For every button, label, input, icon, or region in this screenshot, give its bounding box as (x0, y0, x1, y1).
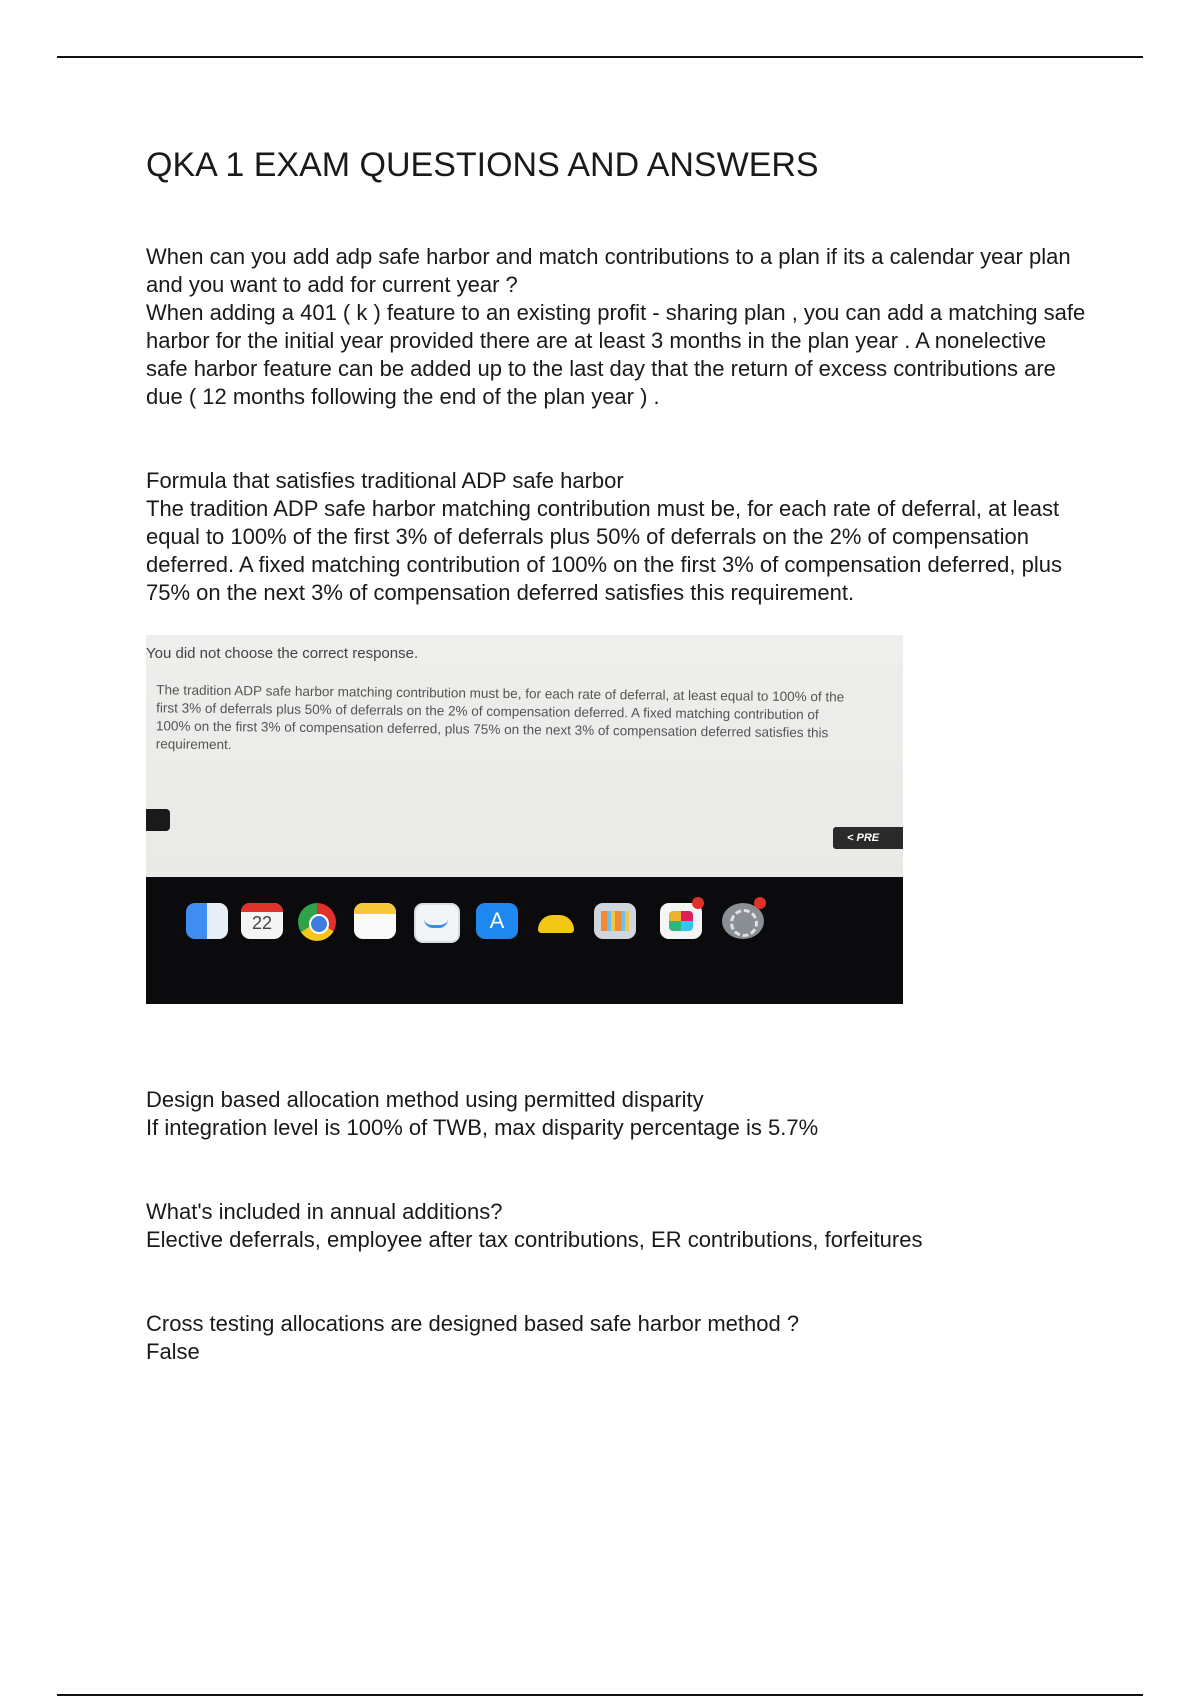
app-store-icon: A (476, 903, 518, 939)
photo-dock (186, 897, 903, 947)
qa-item-5 (146, 1310, 1086, 1366)
answer-text: Elective deferrals, employee after tax contributions, ER contributions, forfeitures (146, 1227, 923, 1252)
question-text: Cross testing allocations are designed based safe harbor method ? (146, 1311, 800, 1336)
answer-text: The tradition ADP safe harbor matching contribution must be, for each rate of deferral, at least equal to 100% of the first 3% of deferrals plus 50% of deferrals on the 2% of compensation deferred. A fixed matching contribution of 100% on the first 3% of compensation deferred, plus 75% on the next 3% of compensation deferred satisfies this requirement. (146, 496, 1062, 605)
notification-badge (692, 897, 704, 909)
photo-screen (146, 635, 903, 877)
finder-icon (186, 903, 228, 939)
sticky-icon (538, 915, 574, 933)
answer-text: If integration level is 100% of TWB, max disparity percentage is 5.7% (146, 1115, 819, 1140)
question-text: Design based allocation method using permitted disparity (146, 1087, 704, 1112)
photo-feedback-text: You did not choose the correct response. (146, 645, 419, 662)
qa-item-1 (146, 243, 1086, 411)
chrome-icon (298, 903, 336, 941)
top-rule (57, 56, 1143, 58)
document-body (146, 146, 1086, 1422)
photo-prev-button: < PRE (833, 827, 903, 849)
bottom-rule (57, 1694, 1143, 1696)
question-text: What's included in annual additions? (146, 1199, 503, 1224)
qa-item-2 (146, 467, 1086, 607)
qa-item-3 (146, 1086, 1086, 1142)
answer-text: False (146, 1339, 200, 1364)
launchpad-icon (594, 903, 636, 939)
notes-icon (354, 903, 396, 939)
freeform-icon (414, 903, 460, 943)
slack-icon (660, 903, 702, 939)
notification-badge (754, 897, 766, 909)
photo-explanation-text: The tradition ADP safe harbor matching contribution must be, for each rate of deferral, at least equal to 100% of the first 3% of deferrals plus 50% of deferrals on the 2% of compensation deferred. A fixed matching contribution of 100% on the first 3% of compensation deferred, plus 75% on the next 3% of compensation deferred satisfies this requirement. (155, 682, 845, 753)
qa-item-4 (146, 1198, 1086, 1254)
question-text: Formula that satisfies traditional ADP safe harbor (146, 468, 624, 493)
question-text: When can you add adp safe harbor and match contributions to a plan if its a calendar year plan and you want to add for current year ? (146, 244, 1071, 297)
calendar-day: 22 (251, 913, 273, 933)
answer-text: When adding a 401 ( k ) feature to an existing profit - sharing plan , you can add a matching safe harbor for the initial year provided there are at least 3 months in the plan year . A nonelective safe harbor feature can be added up to the last day that the return of excess contributions are due ( 12 months following the end of the plan year ) . (146, 300, 1086, 409)
embedded-photo (146, 635, 903, 1004)
photo-side-tab (146, 809, 170, 831)
calendar-icon (241, 903, 283, 939)
document-title: QKA 1 EXAM QUESTIONS AND ANSWERS (146, 146, 819, 184)
system-settings-icon (722, 903, 764, 939)
